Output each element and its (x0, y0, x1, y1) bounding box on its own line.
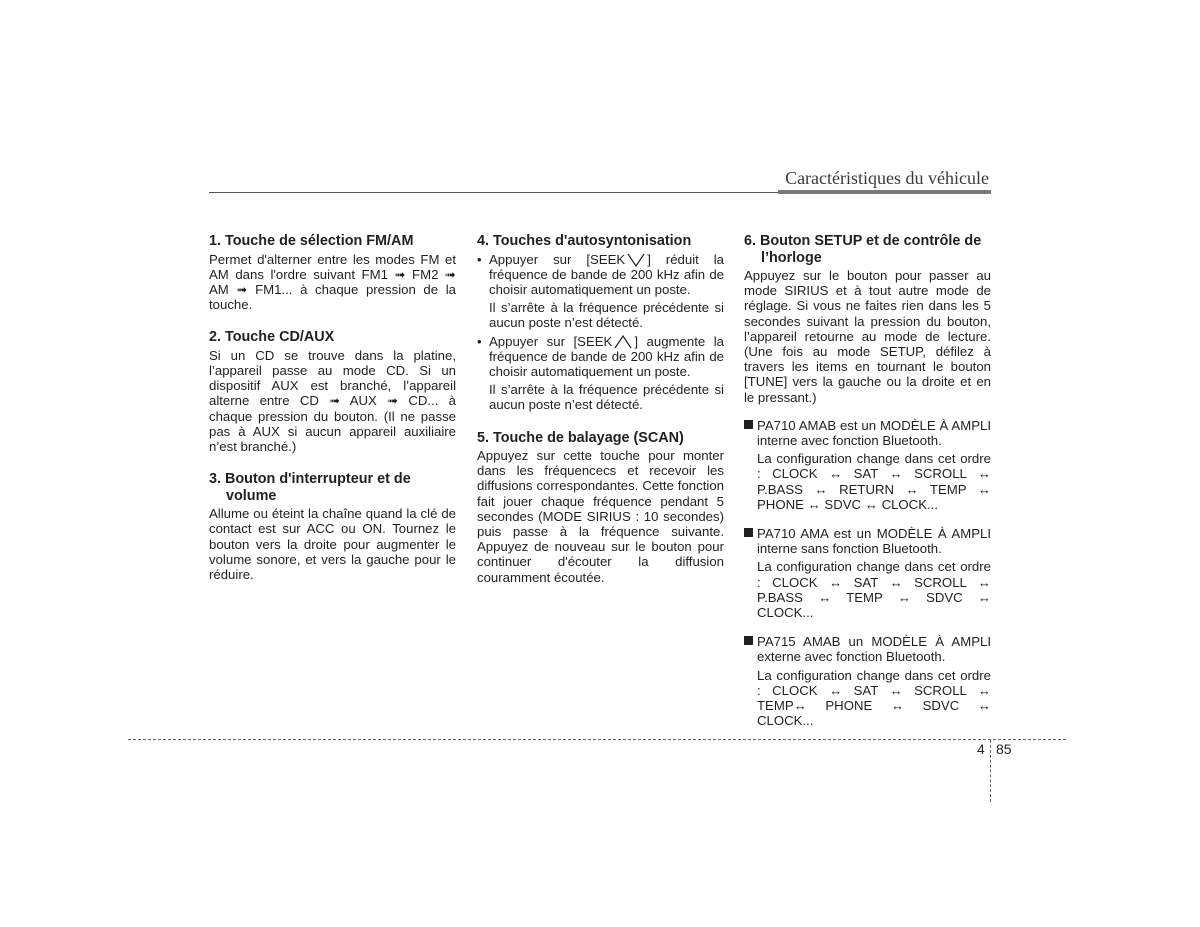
section-body: Appuyez sur cette touche pour monter dans les fréquencecs et recevoir les diffusions correspondantes. Cette fonction fait jouer chaque fréquence pendant 5 secondes (MODE SIRIUS : 10 secondes) puis passe à la fréquence suivante. Appuyez de nouveau sur le bouton pour continuer d'écouter la diffusion couramment écoutée. (477, 448, 724, 585)
section-fm-am (209, 233, 456, 312)
header-rule (209, 192, 778, 193)
bullet-note: Il s’arrête à la fréquence précédente si aucun poste n’est détecté. (489, 300, 724, 331)
bullet-text: Appuyer sur [SEEK (489, 333, 613, 349)
section-cd-aux (209, 329, 456, 454)
section-title: 2. Touche CD/AUX (209, 329, 335, 346)
bullet-text: ] réduit la fréquence de bande de 200 kHz afin de choisir automatiquement un poste. (489, 251, 724, 297)
section-volume (209, 471, 456, 582)
list-item (744, 418, 991, 448)
section-title: 5. Touche de balayage (SCAN) (477, 429, 684, 446)
model-config: La configuration change dans cet ordre : CLOCK ↔ SAT ↔ SCROLL ↔ TEMP↔ PHONE ↔ SDVC ↔ CLOCK... (757, 667, 991, 729)
section-autoseek (477, 233, 724, 413)
chapter-number: 4 (977, 741, 985, 757)
column-2 (477, 233, 724, 602)
page-number: 85 (996, 741, 1012, 757)
footer-rule (128, 739, 1066, 740)
bullet-text: Appuyer sur [SEEK (489, 251, 626, 267)
list-item (744, 634, 991, 664)
model-text: PA710 AMAB est un MODÈLE À AMPLI interne avec fonction Bluetooth. (757, 417, 991, 449)
section-body: Si un CD se trouve dans la platine, l’appareil passe au mode CD. Si un dispositif AUX est branché, l’appareil alterne entre CD ➟ AUX ➟ CD... à chaque pression du bouton. (Il ne passe pas à AUX si aucun appareil auxiliaire n’est branché.) (209, 347, 456, 455)
page-header-title: Caractéristiques du véhicule (785, 168, 989, 188)
model-note (744, 634, 991, 728)
square-bullet-icon (744, 528, 753, 537)
bullet-dot: • (477, 251, 482, 267)
footer-divider (990, 740, 991, 802)
square-bullet-icon (744, 420, 753, 429)
section-title: 3. Bouton d'interrupteur et de volume (209, 471, 411, 504)
list-item (477, 334, 724, 380)
model-text: PA715 AMAB un MODÈLE À AMPLI externe avec fonction Bluetooth. (757, 634, 991, 665)
section-body: Permet d'alterner entre les modes FM et AM dans l'ordre suivant FM1 ➟ FM2 ➟ AM ➟ FM1... à chaque pression de la touche. (209, 251, 456, 313)
model-config: La configuration change dans cet ordre : CLOCK ↔ SAT ↔ SCROLL ↔ P.BASS ↔ RETURN ↔ TEMP ↔ PHONE ↔ SDVC ↔ CLOCK... (757, 451, 991, 512)
chevron-up-icon (613, 335, 633, 348)
model-config: La configuration change dans cet ordre : CLOCK ↔ SAT ↔ SCROLL ↔ P.BASS ↔ TEMP ↔ SDVC ↔ CLOCK... (757, 559, 991, 621)
model-note (744, 526, 991, 620)
column-1 (209, 233, 456, 599)
bullet-dot: • (477, 333, 482, 349)
section-title: 4. Touches d'autosyntonisation (477, 233, 692, 249)
model-note (744, 418, 991, 512)
section-title: 6. Bouton SETUP et de contrôle de l’horloge (744, 233, 982, 266)
section-setup (744, 233, 991, 405)
section-title: 1. Touche de sélection FM/AM (209, 233, 414, 249)
column-3 (744, 233, 991, 742)
bullet-text: ] augmente la fréquence de bande de 200 kHz afin de choisir automatiquement un poste. (489, 333, 724, 379)
section-scan (477, 430, 724, 585)
section-body: Allume ou éteint la chaîne quand la clé de contact est sur ACC ou ON. Tournez le bouton vers la droite pour augmenter le volume sonore, et vers la gauche pour le réduire. (209, 506, 456, 583)
square-bullet-icon (744, 636, 753, 645)
chevron-down-icon (626, 253, 646, 266)
model-text: PA710 AMA est un MODÈLE À AMPLI interne sans fonction Bluetooth. (757, 526, 991, 557)
list-item (477, 252, 724, 298)
section-body: Appuyez sur le bouton pour passer au mode SIRIUS et à tout autre mode de réglage. Si vous ne faites rien dans les 5 secondes suivant la pression du bouton, l’appareil retourne au mode de lecture. (Une fois au mode SETUP, défilez à travers les items en tournant le bouton [TUNE] vers la gauche ou la droite et en le pressant.) (744, 268, 991, 405)
bullet-note: Il s’arrête à la fréquence précédente si aucun poste n’est détecté. (489, 382, 724, 413)
header-rule-accent (778, 190, 991, 194)
list-item (744, 526, 991, 556)
